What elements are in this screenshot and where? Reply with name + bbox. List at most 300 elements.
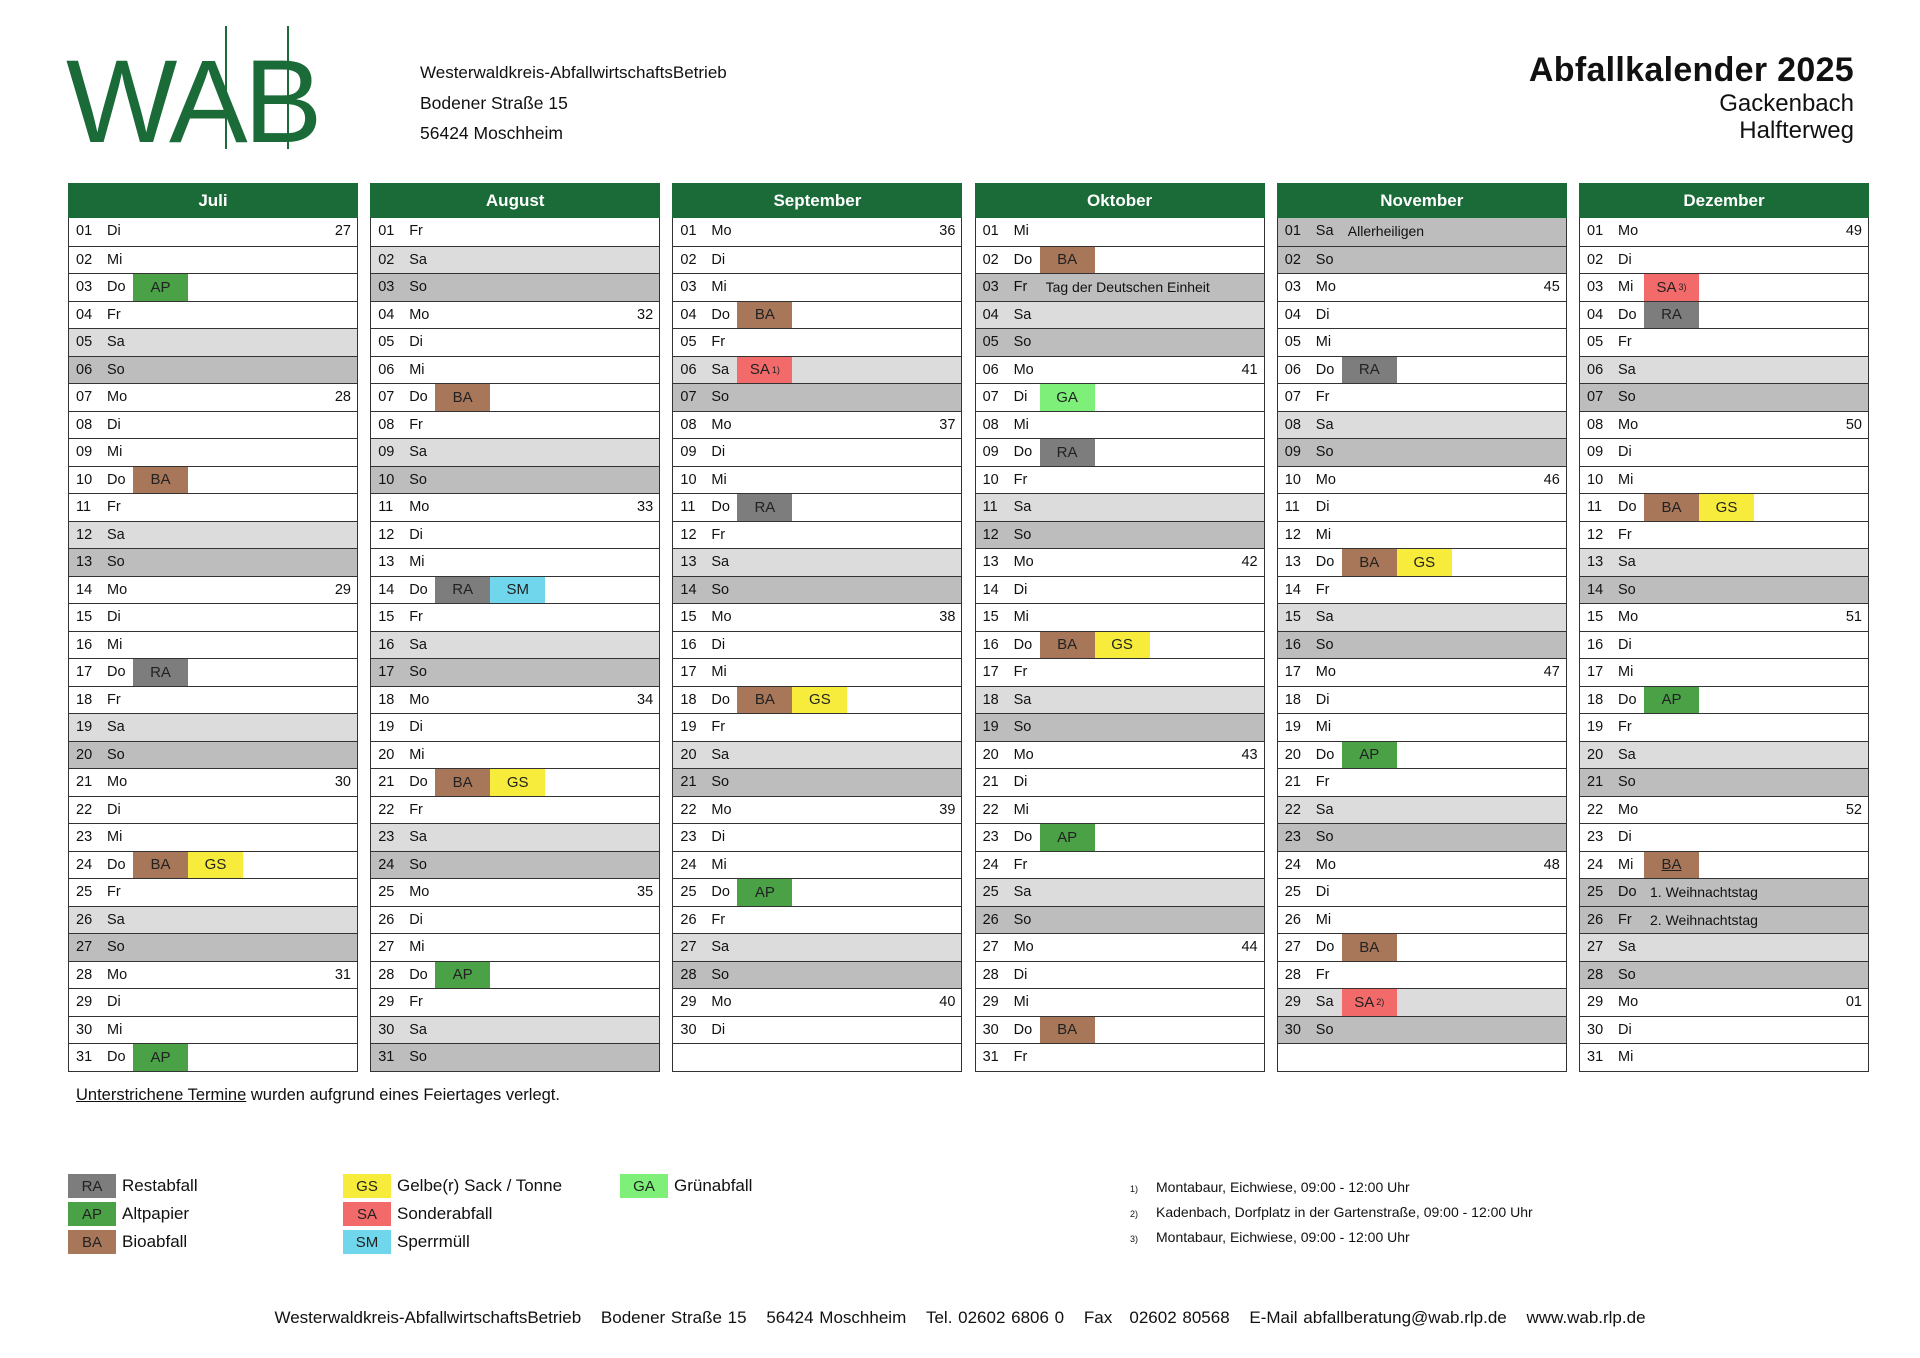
day-number: 01 bbox=[1284, 223, 1301, 239]
collection-tags bbox=[1644, 494, 1754, 521]
weekday: Fr bbox=[409, 223, 423, 239]
weekday: Mo bbox=[1315, 856, 1336, 873]
day-number: 01 bbox=[982, 223, 999, 239]
day-row bbox=[976, 713, 1264, 741]
week-number: 42 bbox=[1241, 554, 1258, 570]
day-row bbox=[371, 741, 659, 769]
weekday: Mi bbox=[711, 279, 727, 295]
day-number: 23 bbox=[76, 829, 93, 845]
legend-swatch: AP bbox=[68, 1202, 116, 1226]
waste-tag-code: BA bbox=[1359, 553, 1380, 571]
weekday: Mi bbox=[1013, 994, 1029, 1010]
weekday: Di bbox=[409, 911, 423, 928]
day-number: 25 bbox=[76, 884, 93, 900]
weekday: So bbox=[409, 856, 427, 873]
weekday: Do bbox=[107, 856, 126, 873]
legend-swatch: SA bbox=[343, 1202, 391, 1226]
weekday: Do bbox=[1013, 829, 1033, 845]
weekday: So bbox=[711, 966, 730, 983]
day-number: 10 bbox=[378, 471, 395, 488]
waste-tag-code: BA bbox=[1661, 498, 1682, 516]
weekday: Do bbox=[107, 471, 126, 488]
collection-tags bbox=[1040, 247, 1095, 274]
week-number: 37 bbox=[939, 416, 956, 433]
day-row bbox=[371, 686, 659, 714]
day-row bbox=[673, 878, 961, 906]
waste-tag-gs bbox=[1699, 494, 1754, 521]
weekday: So bbox=[1013, 334, 1032, 350]
weekday: Sa bbox=[1315, 609, 1334, 625]
day-row bbox=[69, 576, 357, 604]
month-header: Juli bbox=[68, 183, 358, 218]
weekday: Di bbox=[1618, 251, 1632, 268]
day-number: 11 bbox=[982, 499, 998, 515]
weekday: Mi bbox=[1618, 856, 1634, 873]
day-row bbox=[371, 576, 659, 604]
weekday: Fr bbox=[1013, 664, 1028, 680]
day-number: 24 bbox=[1587, 856, 1604, 873]
weekday: Sa bbox=[409, 251, 427, 268]
waste-tag-code: AP bbox=[1359, 746, 1380, 764]
day-number: 08 bbox=[1587, 416, 1604, 433]
waste-tag-code: BA bbox=[452, 773, 473, 791]
day-row bbox=[1580, 851, 1868, 879]
weekday: Mo bbox=[1013, 746, 1034, 763]
weekday: Sa bbox=[107, 719, 125, 735]
footnotes bbox=[1130, 1176, 1533, 1251]
weekday: Di bbox=[711, 444, 726, 460]
day-number: 18 bbox=[982, 691, 999, 708]
collection-tags bbox=[435, 769, 545, 796]
month-oktober bbox=[975, 183, 1265, 1072]
week-number: 27 bbox=[334, 223, 351, 239]
weekday: Di bbox=[107, 801, 121, 818]
month-days bbox=[68, 218, 358, 1072]
weekday: So bbox=[409, 664, 427, 680]
day-number: 13 bbox=[1587, 554, 1604, 570]
day-row bbox=[673, 438, 961, 466]
day-row bbox=[69, 906, 357, 934]
wab-logo bbox=[66, 24, 366, 154]
day-number: 26 bbox=[1587, 911, 1604, 928]
weekday: So bbox=[1013, 911, 1032, 928]
day-row bbox=[673, 906, 961, 934]
footer-city: 56424 Moschheim bbox=[766, 1308, 907, 1327]
day-number: 11 bbox=[1587, 499, 1603, 515]
weekday: Sa bbox=[409, 444, 427, 460]
weekday: Sa bbox=[107, 911, 125, 928]
org-address bbox=[420, 58, 727, 148]
weekday: Mi bbox=[1618, 1049, 1634, 1065]
day-number: 23 bbox=[1587, 829, 1604, 845]
month-september bbox=[672, 183, 962, 1072]
waste-tag-ba bbox=[1342, 934, 1397, 961]
day-number: 11 bbox=[680, 499, 696, 515]
week-number: 28 bbox=[334, 389, 351, 405]
waste-tag-ap bbox=[133, 1044, 188, 1071]
day-row bbox=[69, 933, 357, 961]
day-row bbox=[69, 741, 357, 769]
day-row bbox=[371, 658, 659, 686]
day-row bbox=[1278, 438, 1566, 466]
day-number: 26 bbox=[76, 911, 93, 928]
day-row bbox=[1278, 823, 1566, 851]
day-number: 26 bbox=[1284, 911, 1301, 928]
day-number: 31 bbox=[378, 1049, 395, 1065]
day-number: 21 bbox=[1587, 774, 1604, 790]
waste-tag-ba bbox=[1040, 632, 1095, 659]
week-number: 38 bbox=[939, 609, 956, 625]
day-number: 06 bbox=[76, 361, 93, 378]
footnote bbox=[1130, 1226, 1533, 1251]
day-number: 25 bbox=[982, 884, 999, 900]
weekday: Mi bbox=[107, 636, 123, 653]
collection-tags bbox=[435, 577, 545, 604]
day-number: 24 bbox=[378, 856, 395, 873]
day-number: 16 bbox=[982, 636, 999, 653]
day-row bbox=[371, 961, 659, 989]
weekday: Mi bbox=[1618, 279, 1634, 295]
month-header: August bbox=[370, 183, 660, 218]
day-number: 04 bbox=[378, 306, 395, 323]
day-row bbox=[976, 328, 1264, 356]
org-city: 56424 Moschheim bbox=[420, 123, 563, 143]
day-row bbox=[1580, 961, 1868, 989]
footer-email[interactable]: E-Mail abfallberatung@wab.rlp.de bbox=[1249, 1308, 1507, 1327]
day-number: 24 bbox=[1284, 856, 1301, 873]
day-number: 13 bbox=[982, 554, 999, 570]
weekday: Do bbox=[711, 499, 730, 515]
day-row bbox=[69, 356, 357, 384]
weekday: Mo bbox=[1315, 664, 1336, 680]
day-number: 10 bbox=[982, 471, 999, 488]
collection-tags bbox=[737, 357, 792, 384]
legend-label: Sonderabfall bbox=[397, 1204, 493, 1223]
day-number: 17 bbox=[1284, 664, 1301, 680]
day-row bbox=[673, 1016, 961, 1044]
weekday: Do bbox=[1013, 251, 1033, 268]
waste-tag-ba bbox=[1644, 852, 1699, 879]
day-number: 29 bbox=[982, 994, 999, 1010]
day-number: 02 bbox=[982, 251, 999, 268]
waste-tag-ba bbox=[1040, 247, 1095, 274]
day-number: 15 bbox=[982, 609, 999, 625]
collection-tags bbox=[133, 852, 243, 879]
weekday: So bbox=[107, 939, 125, 955]
week-number: 52 bbox=[1845, 801, 1862, 818]
day-number: 19 bbox=[1284, 719, 1301, 735]
weekday: So bbox=[409, 279, 427, 295]
day-number: 21 bbox=[378, 774, 395, 790]
weekday: Fr bbox=[711, 719, 726, 735]
day-row bbox=[673, 988, 961, 1016]
day-row bbox=[69, 438, 357, 466]
collection-tags bbox=[435, 962, 490, 989]
day-row bbox=[1580, 328, 1868, 356]
day-number: 09 bbox=[76, 444, 93, 460]
day-row bbox=[1580, 493, 1868, 521]
day-number: 27 bbox=[76, 939, 93, 955]
day-row bbox=[69, 796, 357, 824]
day-row bbox=[69, 548, 357, 576]
day-row bbox=[976, 878, 1264, 906]
weekday: Sa bbox=[1013, 306, 1032, 323]
weekday: Sa bbox=[711, 554, 730, 570]
waste-tag-ra bbox=[1342, 357, 1397, 384]
weekday: So bbox=[107, 746, 125, 763]
day-row bbox=[1580, 631, 1868, 659]
holiday-name: 2. Weihnachtstag bbox=[1650, 911, 1758, 928]
day-number: 06 bbox=[680, 361, 697, 378]
legend-swatch: SM bbox=[343, 1230, 391, 1254]
day-number: 20 bbox=[1284, 746, 1301, 763]
weekday: Fr bbox=[409, 416, 423, 433]
day-number: 29 bbox=[1284, 994, 1301, 1010]
weekday: Fr bbox=[1315, 389, 1330, 405]
weekday: Sa bbox=[1618, 746, 1636, 763]
day-number: 07 bbox=[1284, 389, 1301, 405]
waste-tag-code: BA bbox=[1057, 1021, 1078, 1039]
day-row bbox=[69, 686, 357, 714]
day-row bbox=[371, 603, 659, 631]
month-august bbox=[370, 183, 660, 1072]
week-number: 51 bbox=[1845, 609, 1862, 625]
weekday: Mo bbox=[107, 581, 128, 598]
day-row bbox=[371, 218, 659, 246]
day-number: 04 bbox=[1587, 306, 1604, 323]
day-number: 09 bbox=[982, 444, 999, 460]
collection-tags bbox=[1040, 439, 1095, 466]
day-row bbox=[1278, 273, 1566, 301]
day-row bbox=[69, 411, 357, 439]
weekday: Do bbox=[711, 306, 730, 323]
footnote-ref: 3) bbox=[1678, 282, 1687, 293]
weekday: So bbox=[409, 1049, 427, 1065]
day-row bbox=[976, 851, 1264, 879]
weekday: Fr bbox=[409, 801, 423, 818]
waste-tag-code: AP bbox=[150, 278, 171, 296]
weekday: Mo bbox=[1013, 361, 1034, 378]
day-row bbox=[976, 768, 1264, 796]
weekday: Mi bbox=[409, 746, 425, 763]
weekday: Sa bbox=[1013, 499, 1032, 515]
day-row bbox=[673, 328, 961, 356]
weekday: Mo bbox=[409, 691, 430, 708]
collection-tags bbox=[1040, 824, 1095, 851]
collection-tags bbox=[1342, 357, 1397, 384]
footnote-text: Montabaur, Eichwiese, 09:00 - 12:00 Uhr bbox=[1156, 1229, 1410, 1245]
day-row bbox=[371, 356, 659, 384]
day-number: 03 bbox=[378, 279, 395, 295]
weekday: So bbox=[1315, 444, 1334, 460]
day-row bbox=[673, 493, 961, 521]
collection-tags bbox=[435, 384, 490, 411]
day-row bbox=[673, 961, 961, 989]
day-number: 02 bbox=[1284, 251, 1301, 268]
day-number: 18 bbox=[76, 691, 93, 708]
day-number: 02 bbox=[378, 251, 395, 268]
day-row bbox=[673, 521, 961, 549]
day-number: 26 bbox=[982, 911, 999, 928]
day-row bbox=[673, 218, 961, 246]
collection-tags bbox=[737, 687, 847, 714]
day-row bbox=[69, 273, 357, 301]
day-number: 25 bbox=[378, 884, 395, 900]
legend-group bbox=[620, 1172, 752, 1200]
day-row bbox=[976, 796, 1264, 824]
day-number: 19 bbox=[982, 719, 999, 735]
day-number: 13 bbox=[1284, 554, 1301, 570]
day-number: 22 bbox=[1284, 801, 1301, 818]
weekday: So bbox=[711, 389, 730, 405]
month-days bbox=[370, 218, 660, 1072]
waste-tag-ba bbox=[133, 852, 188, 879]
weekday: Do bbox=[711, 691, 730, 708]
legend-label: Sperrmüll bbox=[397, 1232, 470, 1251]
footer-web[interactable]: www.wab.rlp.de bbox=[1526, 1308, 1646, 1327]
waste-tag-ra bbox=[1644, 302, 1699, 329]
day-row bbox=[69, 603, 357, 631]
day-number: 01 bbox=[378, 223, 395, 239]
legend-label: Restabfall bbox=[122, 1176, 198, 1195]
weekday: Do bbox=[1013, 444, 1033, 460]
day-number: 18 bbox=[680, 691, 697, 708]
waste-tag-ra bbox=[133, 659, 188, 686]
waste-tag-code: GA bbox=[1056, 388, 1078, 406]
weekday: Fr bbox=[711, 334, 726, 350]
weekday: Sa bbox=[1618, 939, 1636, 955]
day-number: 06 bbox=[1284, 361, 1301, 378]
weekday: Mi bbox=[107, 829, 123, 845]
weekday: Fr bbox=[1315, 966, 1330, 983]
legend-group bbox=[68, 1172, 198, 1256]
day-row bbox=[1278, 1016, 1566, 1044]
day-row bbox=[1278, 328, 1566, 356]
weekday: Fr bbox=[1013, 471, 1028, 488]
weekday: Sa bbox=[1013, 691, 1032, 708]
logo-text: WAB bbox=[66, 36, 319, 154]
day-row bbox=[371, 246, 659, 274]
waste-tag-code: AP bbox=[150, 1048, 171, 1066]
weekday: Mi bbox=[409, 361, 425, 378]
day-row bbox=[673, 713, 961, 741]
legend-swatch: BA bbox=[68, 1230, 116, 1254]
day-row bbox=[1580, 301, 1868, 329]
waste-tag-ba bbox=[435, 769, 490, 796]
day-row bbox=[976, 658, 1264, 686]
day-number: 28 bbox=[1284, 966, 1301, 983]
day-number: 25 bbox=[1587, 884, 1604, 900]
footer bbox=[0, 1308, 1920, 1328]
weekday: Mi bbox=[107, 251, 123, 268]
waste-tag-gs bbox=[188, 852, 243, 879]
day-number: 20 bbox=[378, 746, 395, 763]
month-dezember bbox=[1579, 183, 1869, 1072]
day-number: 27 bbox=[680, 939, 697, 955]
day-number: 30 bbox=[378, 1021, 395, 1038]
waste-tag-ap bbox=[1342, 742, 1397, 769]
day-number: 18 bbox=[1587, 691, 1604, 708]
day-number: 28 bbox=[378, 966, 395, 983]
weekday: Sa bbox=[409, 636, 427, 653]
day-row bbox=[69, 878, 357, 906]
weekday: Mi bbox=[1013, 801, 1029, 818]
weekday: Sa bbox=[711, 939, 730, 955]
day-row bbox=[69, 961, 357, 989]
day-number: 08 bbox=[982, 416, 999, 433]
weekday: Fr bbox=[1013, 1049, 1028, 1065]
day-row bbox=[1580, 246, 1868, 274]
footnote-ref: 1) bbox=[771, 364, 780, 375]
weekday: Mi bbox=[409, 939, 425, 955]
day-number: 20 bbox=[76, 746, 93, 763]
weekday: Mi bbox=[1315, 334, 1332, 350]
collection-tags bbox=[1644, 687, 1699, 714]
weekday: Fr bbox=[711, 911, 726, 928]
day-row bbox=[371, 1016, 659, 1044]
week-number: 49 bbox=[1845, 223, 1862, 239]
day-row bbox=[1580, 576, 1868, 604]
day-number: 24 bbox=[76, 856, 93, 873]
day-number: 04 bbox=[680, 306, 697, 323]
legend-item-ba bbox=[68, 1228, 198, 1256]
empty-day-row bbox=[1278, 1043, 1566, 1071]
day-row bbox=[1580, 603, 1868, 631]
calendar-title: Abfallkalender 2025 bbox=[1528, 51, 1854, 89]
week-number: 45 bbox=[1543, 279, 1560, 295]
waste-tag-code: SA bbox=[1354, 993, 1375, 1011]
day-number: 22 bbox=[378, 801, 395, 818]
day-row bbox=[1580, 356, 1868, 384]
legend-swatch: RA bbox=[68, 1174, 116, 1198]
day-row bbox=[371, 933, 659, 961]
waste-tag-code: AP bbox=[1057, 828, 1078, 846]
weekday: Sa bbox=[1315, 223, 1334, 239]
org-name: Westerwaldkreis-AbfallwirtschaftsBetrieb bbox=[420, 63, 727, 82]
day-number: 16 bbox=[1587, 636, 1604, 653]
week-number: 43 bbox=[1241, 746, 1258, 763]
day-row bbox=[69, 301, 357, 329]
waste-tag-code: RA bbox=[754, 498, 776, 516]
day-number: 01 bbox=[76, 223, 93, 239]
weekday: Sa bbox=[1618, 361, 1636, 378]
day-number: 12 bbox=[1284, 526, 1301, 543]
day-row bbox=[69, 218, 357, 246]
day-number: 10 bbox=[1587, 471, 1604, 488]
weekday: Fr bbox=[1618, 526, 1632, 543]
day-number: 20 bbox=[982, 746, 999, 763]
weekday: Do bbox=[1618, 691, 1637, 708]
day-number: 27 bbox=[1284, 939, 1301, 955]
legend-item-sa bbox=[343, 1200, 562, 1228]
day-row bbox=[976, 466, 1264, 494]
weekday: Do bbox=[107, 1049, 126, 1065]
day-number: 22 bbox=[680, 801, 697, 818]
day-row bbox=[1580, 796, 1868, 824]
day-number: 26 bbox=[378, 911, 395, 928]
day-row bbox=[673, 273, 961, 301]
collection-tags bbox=[1342, 934, 1397, 961]
weekday: So bbox=[711, 774, 730, 790]
day-number: 20 bbox=[680, 746, 697, 763]
day-number: 04 bbox=[982, 306, 999, 323]
weekday: So bbox=[107, 554, 125, 570]
day-number: 09 bbox=[1284, 444, 1301, 460]
waste-tag-code: BA bbox=[1057, 636, 1078, 654]
footnote-text: Kadenbach, Dorfplatz in der Gartenstraße, 09:00 - 12:00 Uhr bbox=[1156, 1204, 1533, 1220]
day-number: 17 bbox=[1587, 664, 1604, 680]
day-number: 12 bbox=[378, 526, 395, 543]
